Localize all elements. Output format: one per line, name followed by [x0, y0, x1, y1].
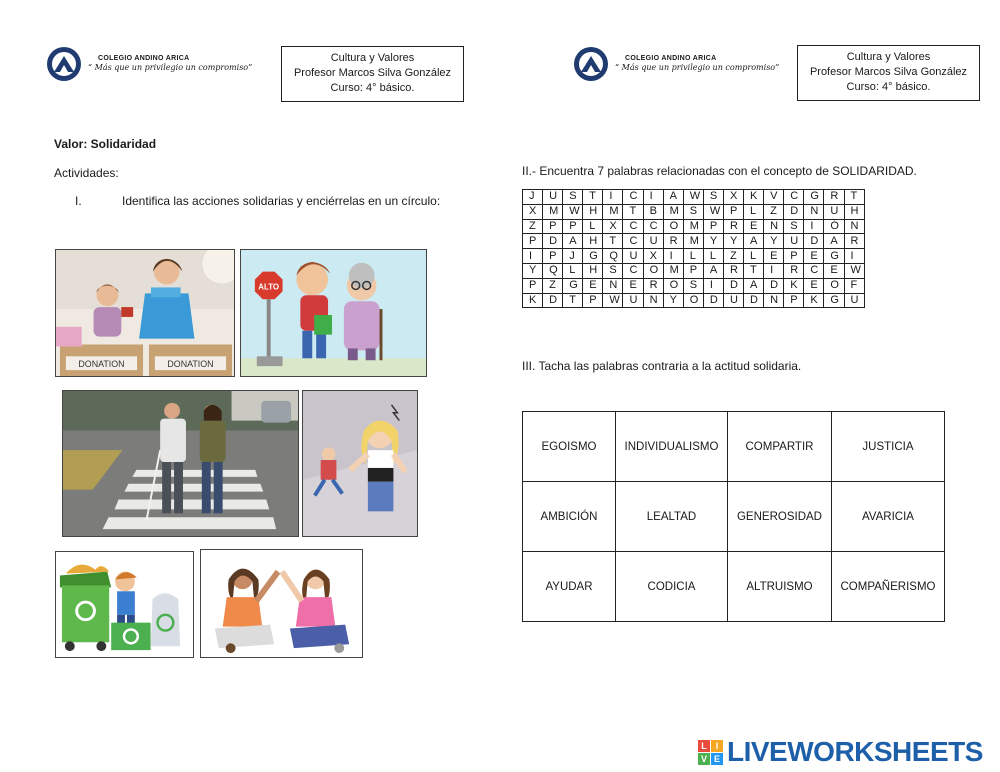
school-motto: “ Más que un privilegio un compromiso”: [88, 63, 253, 73]
word-search-cell[interactable]: E: [824, 263, 844, 278]
word-search-cell[interactable]: E: [804, 278, 824, 293]
word-search-cell[interactable]: S: [563, 190, 583, 205]
word-search-cell[interactable]: X: [523, 204, 543, 219]
word-search-cell[interactable]: G: [824, 249, 844, 264]
brand-grid-letter: E: [711, 753, 723, 765]
word-search-cell[interactable]: M: [663, 204, 683, 219]
word-search-cell[interactable]: S: [683, 278, 703, 293]
word-search-cell[interactable]: Z: [764, 204, 784, 219]
word-search-cell[interactable]: C: [784, 190, 804, 205]
word-search-cell[interactable]: X: [643, 249, 663, 264]
word-search-cell[interactable]: L: [744, 249, 764, 264]
word-search-cell[interactable]: N: [764, 219, 784, 234]
school-logo-left: [46, 46, 252, 82]
word-search-cell[interactable]: P: [523, 234, 543, 249]
word-search-cell[interactable]: L: [583, 219, 603, 234]
antonym-words-table: [522, 411, 945, 622]
image-recycling[interactable]: [55, 551, 194, 658]
section2-title: II.- Encuentra 7 palabras relacionadas con el concepto de SOLIDARIDAD.: [522, 164, 917, 178]
word-search-cell[interactable]: I: [844, 249, 864, 264]
subject-line: Cultura y Valores: [330, 52, 415, 64]
school-name: COLEGIO ANDINO ARICA: [625, 55, 717, 63]
word-search-cell[interactable]: K: [784, 278, 804, 293]
word-search-cell[interactable]: D: [764, 278, 784, 293]
word-search-cell[interactable]: L: [703, 249, 723, 264]
brand-grid-letter: I: [711, 740, 723, 752]
teacher-line: Profesor Marcos Silva González: [293, 67, 452, 79]
word-search-cell[interactable]: P: [723, 204, 743, 219]
word-search-cell[interactable]: Z: [723, 249, 743, 264]
word-search-cell[interactable]: W: [703, 204, 723, 219]
word-search-cell[interactable]: Z: [543, 278, 563, 293]
word-search-cell[interactable]: Y: [703, 234, 723, 249]
word-search-cell[interactable]: C: [623, 263, 643, 278]
word-search-cell[interactable]: I: [643, 190, 663, 205]
word-cell[interactable]: EGOISMO: [523, 412, 616, 482]
word-cell[interactable]: INDIVIDUALISMO: [615, 412, 727, 482]
value-title: Valor: Solidaridad: [54, 137, 157, 151]
word-search-grid: [522, 189, 865, 308]
item-number: I.: [75, 194, 82, 208]
school-name: COLEGIO ANDINO ARICA: [98, 55, 190, 63]
word-search-row: [523, 190, 865, 205]
word-search-cell[interactable]: I: [523, 249, 543, 264]
word-cell[interactable]: AMBICIÓN: [523, 482, 616, 552]
word-search-cell[interactable]: N: [764, 293, 784, 308]
word-search-cell[interactable]: U: [543, 190, 563, 205]
word-search-cell[interactable]: R: [844, 234, 864, 249]
word-search-cell[interactable]: N: [603, 278, 623, 293]
word-search-cell[interactable]: W: [683, 190, 703, 205]
word-cell[interactable]: AYUDAR: [523, 552, 616, 622]
word-search-cell[interactable]: J: [523, 190, 543, 205]
word-search-cell[interactable]: G: [804, 190, 824, 205]
subject-line: Cultura y Valores: [846, 51, 931, 63]
word-search-cell[interactable]: R: [723, 219, 743, 234]
word-search-cell[interactable]: T: [744, 263, 764, 278]
course-info-box-right: [797, 45, 980, 101]
word-search-cell[interactable]: G: [583, 249, 603, 264]
word-search-cell[interactable]: S: [784, 219, 804, 234]
word-search-cell[interactable]: S: [603, 263, 623, 278]
word-search-cell[interactable]: Q: [603, 249, 623, 264]
word-cell[interactable]: ALTRUISMO: [728, 552, 832, 622]
image-woman-ignoring[interactable]: [302, 390, 418, 537]
word-search-cell[interactable]: T: [844, 190, 864, 205]
word-search-cell[interactable]: E: [744, 219, 764, 234]
word-search-cell[interactable]: R: [784, 263, 804, 278]
course-line: Curso: 4° básico.: [846, 81, 931, 93]
word-search-cell[interactable]: Z: [523, 219, 543, 234]
word-cell[interactable]: LEALTAD: [615, 482, 727, 552]
word-search-cell[interactable]: X: [723, 190, 743, 205]
word-search-cell[interactable]: I: [804, 219, 824, 234]
word-search-cell[interactable]: A: [663, 190, 683, 205]
course-info-box-left: [281, 46, 464, 102]
word-search-cell[interactable]: D: [804, 234, 824, 249]
word-cell[interactable]: JUSTICIA: [831, 412, 944, 482]
word-search-cell[interactable]: I: [663, 249, 683, 264]
word-search-cell[interactable]: M: [543, 204, 563, 219]
word-search-cell[interactable]: K: [804, 293, 824, 308]
word-search-row: [523, 204, 865, 219]
word-search-cell[interactable]: Q: [543, 263, 563, 278]
word-search-cell[interactable]: U: [623, 293, 643, 308]
word-search-cell[interactable]: N: [844, 219, 864, 234]
word-search-cell[interactable]: M: [603, 204, 623, 219]
course-line: Curso: 4° básico.: [330, 82, 415, 94]
word-search-cell[interactable]: D: [723, 278, 743, 293]
word-search-cell[interactable]: R: [643, 278, 663, 293]
school-motto: “ Más que un privilegio un compromiso”: [615, 63, 780, 73]
word-search-cell[interactable]: A: [703, 263, 723, 278]
word-search-cell[interactable]: A: [563, 234, 583, 249]
word-search-cell[interactable]: O: [824, 278, 844, 293]
word-search-cell[interactable]: U: [643, 234, 663, 249]
words-row: [523, 412, 945, 482]
word-search-cell[interactable]: F: [844, 278, 864, 293]
word-search-cell[interactable]: Y: [723, 234, 743, 249]
word-search-cell[interactable]: M: [683, 219, 703, 234]
word-search-cell[interactable]: P: [583, 293, 603, 308]
word-search-cell[interactable]: O: [663, 278, 683, 293]
word-cell[interactable]: AVARICIA: [831, 482, 944, 552]
brand-grid-icon: [698, 740, 723, 765]
word-cell[interactable]: COMPARTIR: [728, 412, 832, 482]
word-search-cell[interactable]: K: [523, 293, 543, 308]
word-search-cell[interactable]: I: [703, 278, 723, 293]
word-search-cell[interactable]: R: [723, 263, 743, 278]
word-search-cell[interactable]: R: [824, 190, 844, 205]
liveworksheets-brand: [698, 736, 983, 768]
word-search-cell[interactable]: R: [663, 234, 683, 249]
image-crosswalk[interactable]: [62, 390, 299, 537]
word-search-cell[interactable]: E: [623, 278, 643, 293]
image-girls-highfive[interactable]: [200, 549, 363, 658]
word-search-cell[interactable]: D: [703, 293, 723, 308]
brand-grid-letter: V: [698, 753, 710, 765]
word-search-cell[interactable]: E: [764, 249, 784, 264]
word-search-cell[interactable]: D: [784, 204, 804, 219]
word-search-cell[interactable]: U: [824, 204, 844, 219]
word-search-cell[interactable]: C: [623, 234, 643, 249]
school-crest-icon: [573, 46, 609, 82]
word-search-row: [523, 278, 865, 293]
word-search-row: [523, 234, 865, 249]
words-row: [523, 552, 945, 622]
word-search-cell[interactable]: D: [543, 234, 563, 249]
word-search-cell[interactable]: K: [744, 190, 764, 205]
brand-wordmark: LIVEWORKSHEETS: [727, 736, 983, 767]
word-cell[interactable]: COMPAÑERISMO: [831, 552, 944, 622]
word-search-cell[interactable]: P: [683, 263, 703, 278]
word-search-cell[interactable]: C: [804, 263, 824, 278]
word-cell[interactable]: GENEROSIDAD: [728, 482, 832, 552]
word-search-cell[interactable]: H: [583, 263, 603, 278]
word-search-cell[interactable]: E: [583, 278, 603, 293]
alto-sign-label: ALTO: [258, 282, 280, 292]
word-search-cell[interactable]: G: [563, 278, 583, 293]
school-logo-right: [573, 46, 779, 82]
activities-label: Actividades:: [54, 166, 119, 180]
word-search-cell[interactable]: P: [543, 219, 563, 234]
donation-label: DONATION: [167, 359, 214, 370]
word-search-cell[interactable]: L: [744, 204, 764, 219]
section3-title: III. Tacha las palabras contraria a la actitud solidaria.: [522, 359, 802, 373]
word-search-row: [523, 263, 865, 278]
word-search-cell[interactable]: S: [683, 204, 703, 219]
word-search-cell[interactable]: M: [663, 263, 683, 278]
word-search-cell[interactable]: T: [583, 190, 603, 205]
words-row: [523, 482, 945, 552]
word-search-cell[interactable]: I: [764, 263, 784, 278]
image-helping-elder[interactable]: [240, 249, 427, 377]
word-search-cell[interactable]: B: [643, 204, 663, 219]
word-search-cell[interactable]: C: [623, 190, 643, 205]
word-search-cell[interactable]: S: [703, 190, 723, 205]
word-search-cell[interactable]: Y: [663, 293, 683, 308]
word-search-cell[interactable]: A: [824, 234, 844, 249]
word-search-cell[interactable]: T: [623, 204, 643, 219]
word-search-cell[interactable]: P: [543, 249, 563, 264]
brand-grid-letter: L: [698, 740, 710, 752]
word-search-cell[interactable]: M: [683, 234, 703, 249]
word-search-cell[interactable]: E: [804, 249, 824, 264]
word-search-cell[interactable]: I: [603, 190, 623, 205]
word-search-cell[interactable]: C: [643, 219, 663, 234]
word-search-cell[interactable]: D: [543, 293, 563, 308]
word-search-cell[interactable]: P: [563, 219, 583, 234]
donation-label: DONATION: [78, 359, 125, 370]
word-search-cell[interactable]: P: [784, 293, 804, 308]
word-cell[interactable]: CODICIA: [615, 552, 727, 622]
word-search-cell[interactable]: P: [784, 249, 804, 264]
word-search-cell[interactable]: C: [623, 219, 643, 234]
word-search-cell[interactable]: U: [723, 293, 743, 308]
word-search-cell[interactable]: X: [603, 219, 623, 234]
image-donation[interactable]: [55, 249, 235, 377]
teacher-line: Profesor Marcos Silva González: [809, 66, 968, 78]
word-search-cell[interactable]: O: [663, 219, 683, 234]
word-search-cell[interactable]: O: [683, 293, 703, 308]
word-search-cell[interactable]: H: [583, 234, 603, 249]
word-search-cell[interactable]: N: [643, 293, 663, 308]
word-search-cell[interactable]: V: [764, 190, 784, 205]
word-search-cell[interactable]: U: [844, 293, 864, 308]
word-search-cell[interactable]: Y: [523, 263, 543, 278]
word-search-cell[interactable]: L: [563, 263, 583, 278]
word-search-row: [523, 293, 865, 308]
word-search-cell[interactable]: P: [523, 278, 543, 293]
word-search-cell[interactable]: G: [824, 293, 844, 308]
word-search-cell[interactable]: W: [563, 204, 583, 219]
school-crest-icon: [46, 46, 82, 82]
word-search-cell[interactable]: Ó: [824, 219, 844, 234]
word-search-cell[interactable]: W: [603, 293, 623, 308]
word-search-cell[interactable]: J: [563, 249, 583, 264]
word-search-cell[interactable]: T: [563, 293, 583, 308]
word-search-cell[interactable]: U: [623, 249, 643, 264]
word-search-cell[interactable]: U: [784, 234, 804, 249]
word-search-row: [523, 249, 865, 264]
word-search-cell[interactable]: N: [804, 204, 824, 219]
word-search-cell[interactable]: D: [744, 293, 764, 308]
word-search-cell[interactable]: Y: [764, 234, 784, 249]
word-search-cell[interactable]: P: [703, 219, 723, 234]
word-search-cell[interactable]: A: [744, 278, 764, 293]
word-search-row: [523, 219, 865, 234]
word-search-cell[interactable]: W: [844, 263, 864, 278]
word-search-cell[interactable]: H: [583, 204, 603, 219]
word-search-cell[interactable]: L: [683, 249, 703, 264]
word-search-cell[interactable]: H: [844, 204, 864, 219]
word-search-cell[interactable]: T: [603, 234, 623, 249]
instruction-text: Identifica las acciones solidarias y enciérrelas en un círculo:: [122, 194, 441, 208]
word-search-cell[interactable]: A: [744, 234, 764, 249]
word-search-cell[interactable]: O: [643, 263, 663, 278]
